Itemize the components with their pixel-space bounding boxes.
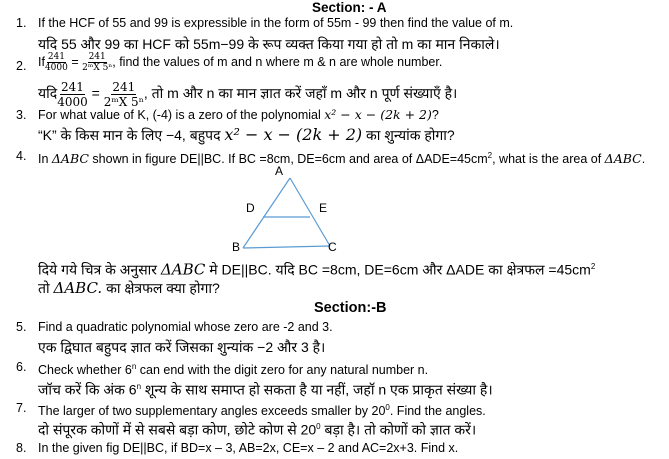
t: , what is the area of [492,152,605,167]
sup: 2 [487,151,493,160]
q1-hindi: यदि 55 और 99 का HCF को 55m−99 के रूप व्यक्त किया गया हो तो m का मान निकाले। [38,36,500,52]
denominator: 2ᵐX 5ⁿ [103,95,144,109]
q3-hindi-pre: “K” के किस मान के लिए −4, बहुपद [38,127,225,143]
polynomial: x² − x − (2k + 2) [324,107,432,122]
t: जॉच करें कि अंक 6 [38,381,137,398]
denominator: 4000 [44,63,68,73]
q2-number: 2. [16,59,27,73]
triangle-abc: ΔABC [51,151,89,167]
q7-english [38,400,486,419]
q4-hindi-2 [38,280,220,296]
label-a: A [275,164,284,178]
t: तो [38,280,54,296]
t: can end with the digit zero for any natural number n. [136,363,429,378]
sup: n [136,382,142,391]
q6-hindi [38,379,493,398]
numerator: 241 [112,80,136,94]
q2-hindi-pre: यदि [38,85,58,102]
section-a-heading: Section: - A [312,0,387,15]
q7-hindi [38,419,476,438]
t: shown in figure DE||BC. If BC =8cm, DE=6cm and area of ΔADE=45cm [88,152,488,167]
label-c: C [328,240,337,254]
label-d: D [246,201,255,215]
triangle-abc: ΔABC [160,260,206,279]
q2-english-text: , find the values of m and n where m & n are whole number. [112,54,443,69]
t: शून्य के साथ समाप्त हो सकता है या नहीं, जहॉ n एक प्राकृत संख्या है। [141,381,493,398]
t: दो संपूरक कोणों में से सबसे बड़ा कोण, छोटे कोण से 20 [38,421,317,438]
q3-text: For what value of K, (-4) is a zero of the polynomial [38,108,325,122]
t: . [641,152,646,167]
denominator: 2ᵐX 5ⁿ [82,63,113,73]
q3-q: ? [431,108,439,122]
q1-number: 1. [16,16,27,30]
label-e: E [319,201,328,215]
q2-hindi: यदि $\frac{241}{4000}$ = $\frac{241}{\text{2ᵐX 5ⁿ}}$ , तो m और n का मान ज्ञात करें जहाँ m और n पूर्ण संख्याएँ है। [38,80,458,109]
t: बड़ा है। तो कोणों को ज्ञात करें। [320,421,477,438]
t: In [38,152,52,167]
numerator: 241 [47,52,65,62]
section-b-heading: Section:-B [314,300,387,316]
t: Check whether 6 [38,363,132,378]
label-b: B [232,240,241,254]
sup: 0 [316,422,321,431]
q3-hindi-post: का शुन्यांक होगा? [362,127,455,143]
t: का क्षेत्रफल क्या होगा? [102,280,220,296]
q5-hindi: एक द्विघात बहुपद ज्ञात करें जिसका शुन्यांक −2 और 3 है। [38,339,326,355]
t: . Find the angles. [389,404,486,419]
q8-english: In the given fig DE||BC, if BD=x – 3, AB=2x, CE=x – 2 and AC=2x+3. Find x. [38,441,459,455]
sup: 0 [385,403,390,412]
q5-english: Find a quadratic polynomial whose zero are -2 and 3. [38,320,333,334]
q7-number: 7. [16,401,27,415]
q6-number: 6. [16,360,27,374]
sup: 2 [590,262,596,271]
sup: n [131,362,137,371]
t: दिये गये चित्र के अनुसार [38,261,161,278]
q4-hindi-1 [38,259,595,278]
q8-number: 8. [16,441,27,455]
side-bc [243,246,330,248]
q5-number: 5. [16,320,27,334]
denominator: 4000 [57,95,88,109]
numerator: 241 [88,52,106,62]
t: मे DE||BC. यदि BC =8cm, DE=6cm और ΔADE का क्षेत्रफल =45cm [205,261,591,278]
q4-number: 4. [16,149,27,163]
q3-number: 3. [16,108,27,122]
triangle-abc: ΔABC [604,151,642,167]
q1-english: If the HCF of 55 and 99 is expressible in the form of 55m - 99 then find the value of m. [38,16,514,30]
q2-english: If $\frac{241}{4000}$ = $\frac{241}{\text{2ᵐX 5ⁿ}}$ , find the values of m and n where m & n are whole number. [38,52,443,73]
triangle-abc: ΔABC. [53,279,103,297]
q6-english [38,359,428,378]
polynomial: x² − x − (2k + 2) [224,125,363,144]
numerator: 241 [61,80,84,94]
q2-if: If [38,54,45,69]
q2-hindi-text: , तो m और n का मान ज्ञात करें जहाँ m और n पूर्ण संख्याएँ है। [143,85,458,102]
t: The larger of two supplementary angles exceeds smaller by 20 [38,404,386,419]
